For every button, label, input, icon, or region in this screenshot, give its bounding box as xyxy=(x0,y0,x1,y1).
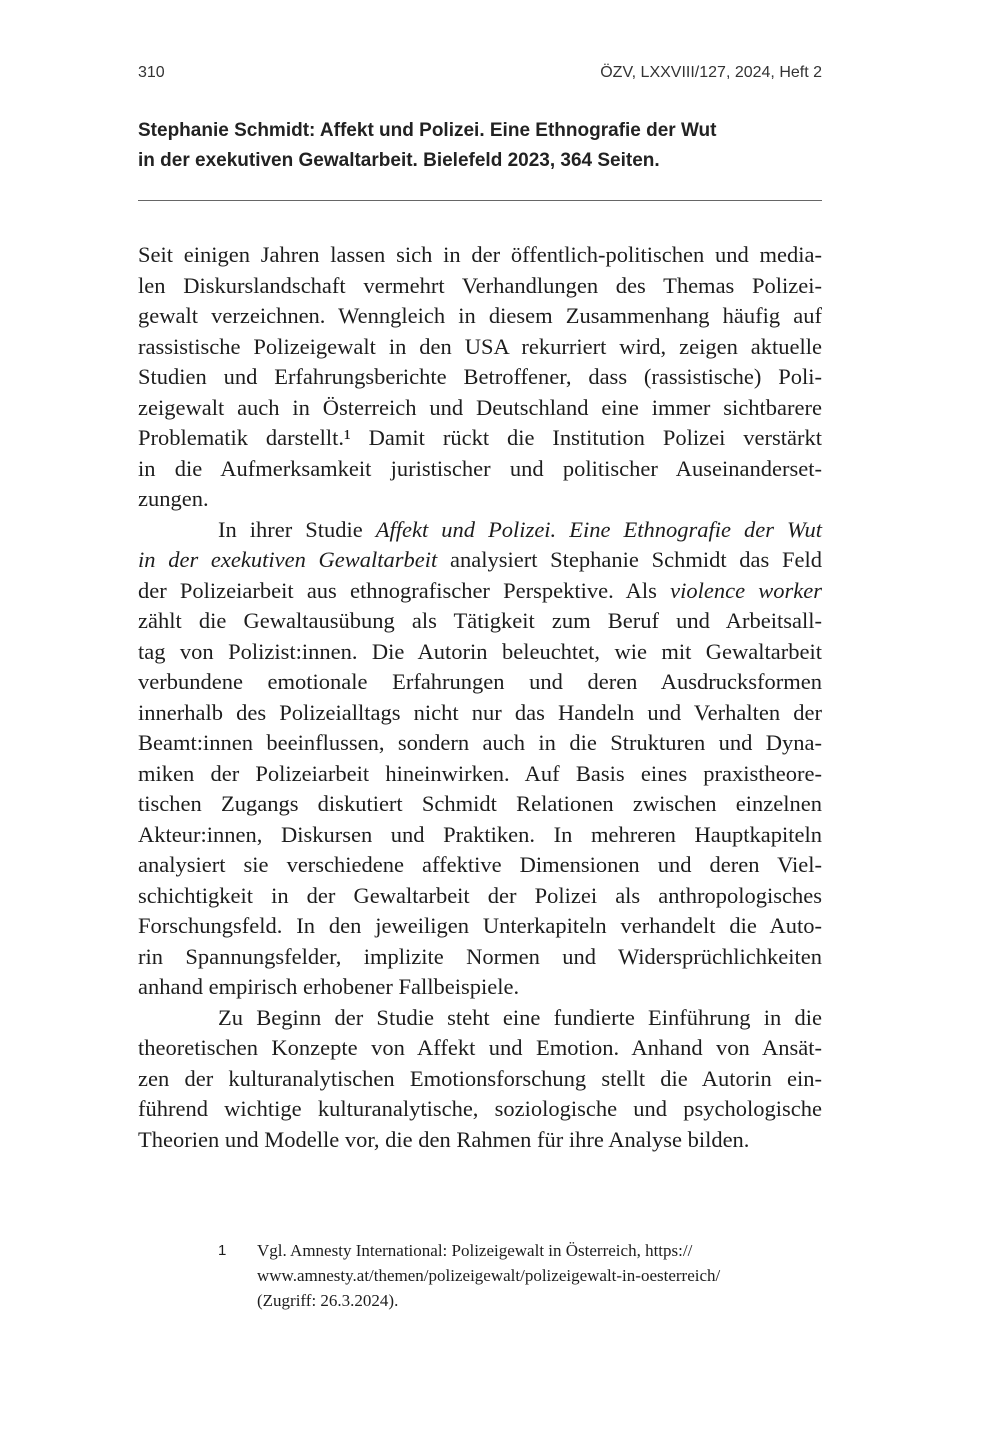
text-line xyxy=(138,850,822,881)
title-line: in der exekutiven Gewaltarbeit. Bielefeld 2023, 364 Seiten. xyxy=(138,150,660,171)
review-title xyxy=(138,116,838,176)
italic-text: violence worker xyxy=(670,577,822,603)
text-line xyxy=(138,1125,822,1156)
text-segment: Seit einigen Jahren lassen sich in der öffentlich-politischen und media- xyxy=(138,242,822,267)
text-segment: zählt die Gewaltausübung als Tätigkeit zum Beruf und Arbeitsall- xyxy=(138,608,822,633)
text-line xyxy=(138,332,822,363)
footnote-line: Vgl. Amnesty International: Polizeigewalt in Österreich, https:// xyxy=(257,1241,693,1260)
running-head: ÖZV, LXXVIII/127, 2024, Heft 2 xyxy=(600,64,822,81)
italic-text: in der exekutiven Gewaltarbeit xyxy=(138,547,438,572)
text-line xyxy=(138,667,822,698)
divider xyxy=(138,200,822,201)
text-line xyxy=(138,545,822,576)
text-line xyxy=(138,1033,822,1064)
paragraph xyxy=(138,515,822,1003)
text-line xyxy=(138,515,822,546)
text-line xyxy=(138,911,822,942)
paragraph xyxy=(138,240,822,515)
text-line xyxy=(138,301,822,332)
text-segment: schichtigkeit in der Gewaltarbeit der Polizei als anthropologisches xyxy=(138,882,822,908)
text-line xyxy=(138,576,822,607)
text-line xyxy=(138,393,822,424)
text-segment: In ihrer Studie xyxy=(218,516,376,542)
footnote-line: www.amnesty.at/themen/polizeigewalt/polizeigewalt-in-oesterreich/ xyxy=(257,1266,721,1285)
text-line xyxy=(138,972,822,1003)
body-text xyxy=(138,240,822,1155)
text-line xyxy=(138,637,822,668)
text-line xyxy=(138,1094,822,1125)
text-line xyxy=(138,942,822,973)
text-segment: analysiert sie verschiedene affektive Dimensionen und deren Viel- xyxy=(138,852,822,877)
title-line: Stephanie Schmidt: Affekt und Polizei. Eine Ethnografie der Wut xyxy=(138,120,717,141)
footnote-text xyxy=(257,1238,720,1313)
text-line xyxy=(138,698,822,729)
text-segment: der Polizeiarbeit aus ethnografischer Perspektive. Als xyxy=(138,577,671,603)
text-line xyxy=(138,423,822,454)
text-line xyxy=(138,240,822,271)
text-segment: gewalt verzeichnen. Wenngleich in diesem Zusammenhang häufig auf xyxy=(138,303,822,328)
text-segment: Studien und Erfahrungsberichte Betroffener, dass (rassistische) Poli- xyxy=(138,364,822,389)
text-segment: zen der kulturanalytischen Emotionsforschung stellt die Autorin ein- xyxy=(138,1065,822,1091)
text-line xyxy=(138,789,822,820)
text-segment: miken der Polizeiarbeit hineinwirken. Auf Basis eines praxistheore- xyxy=(138,760,822,786)
text-line xyxy=(138,820,822,851)
text-segment: Beamt:innen beeinflussen, sondern auch in die Strukturen und Dyna- xyxy=(138,730,822,755)
text-segment: Theorien und Modelle vor, die den Rahmen für ihre Analyse bilden. xyxy=(138,1126,750,1152)
footnote-line: (Zugriff: 26.3.2024). xyxy=(257,1291,399,1310)
text-line xyxy=(138,1064,822,1095)
text-segment: verbundene emotionale Erfahrungen und deren Ausdrucksformen xyxy=(138,669,822,694)
text-line xyxy=(138,759,822,790)
text-segment: tag von Polizist:innen. Die Autorin beleuchtet, wie mit Gewaltarbeit xyxy=(138,638,822,664)
text-segment: in die Aufmerksamkeit juristischer und politischer Auseinanderset- xyxy=(138,455,822,481)
text-line xyxy=(138,362,822,393)
text-segment: rassistische Polizeigewalt in den USA rekurriert wird, zeigen aktuelle xyxy=(138,333,822,359)
text-line xyxy=(138,454,822,485)
text-line xyxy=(138,881,822,912)
text-line xyxy=(138,271,822,302)
text-line xyxy=(138,728,822,759)
italic-text: Affekt und Polizei. Eine Ethnografie der Wut xyxy=(375,516,822,542)
text-segment: zungen. xyxy=(138,486,209,511)
text-segment: Zu Beginn der Studie steht eine fundierte Einführung in die xyxy=(218,1004,822,1030)
footnote-number: 1 xyxy=(218,1242,227,1259)
text-segment: anhand empirisch erhobener Fallbeispiele. xyxy=(138,974,520,999)
text-segment: führend wichtige kulturanalytische, soziologische und psychologische xyxy=(138,1096,822,1121)
text-segment: Problematik darstellt.¹ Damit rückt die Institution Polizei verstärkt xyxy=(138,425,822,450)
text-segment: zeigewalt auch in Österreich und Deutschland eine immer sichtbarere xyxy=(138,394,822,420)
paragraph xyxy=(138,1003,822,1156)
text-segment: analysiert Stephanie Schmidt das Feld xyxy=(437,547,823,572)
text-segment: theoretischen Konzepte von Affekt und Emotion. Anhand von Ansät- xyxy=(138,1035,822,1060)
text-line xyxy=(138,1003,822,1034)
text-line xyxy=(138,606,822,637)
text-line xyxy=(138,484,822,515)
text-segment: Akteur:innen, Diskursen und Praktiken. In mehreren Hauptkapiteln xyxy=(138,821,822,847)
text-segment: tischen Zugangs diskutiert Schmidt Relationen zwischen einzelnen xyxy=(138,791,822,816)
text-segment: len Diskurslandschaft vermehrt Verhandlungen des Themas Polizei- xyxy=(138,272,822,298)
text-segment: rin Spannungsfelder, implizite Normen und Widersprüchlichkeiten xyxy=(138,943,822,969)
page-number: 310 xyxy=(138,64,165,81)
text-segment: Forschungsfeld. In den jeweiligen Unterkapiteln verhandelt die Auto- xyxy=(138,913,822,938)
text-segment: innerhalb des Polizeialltags nicht nur das Handeln und Verhalten der xyxy=(138,699,822,725)
